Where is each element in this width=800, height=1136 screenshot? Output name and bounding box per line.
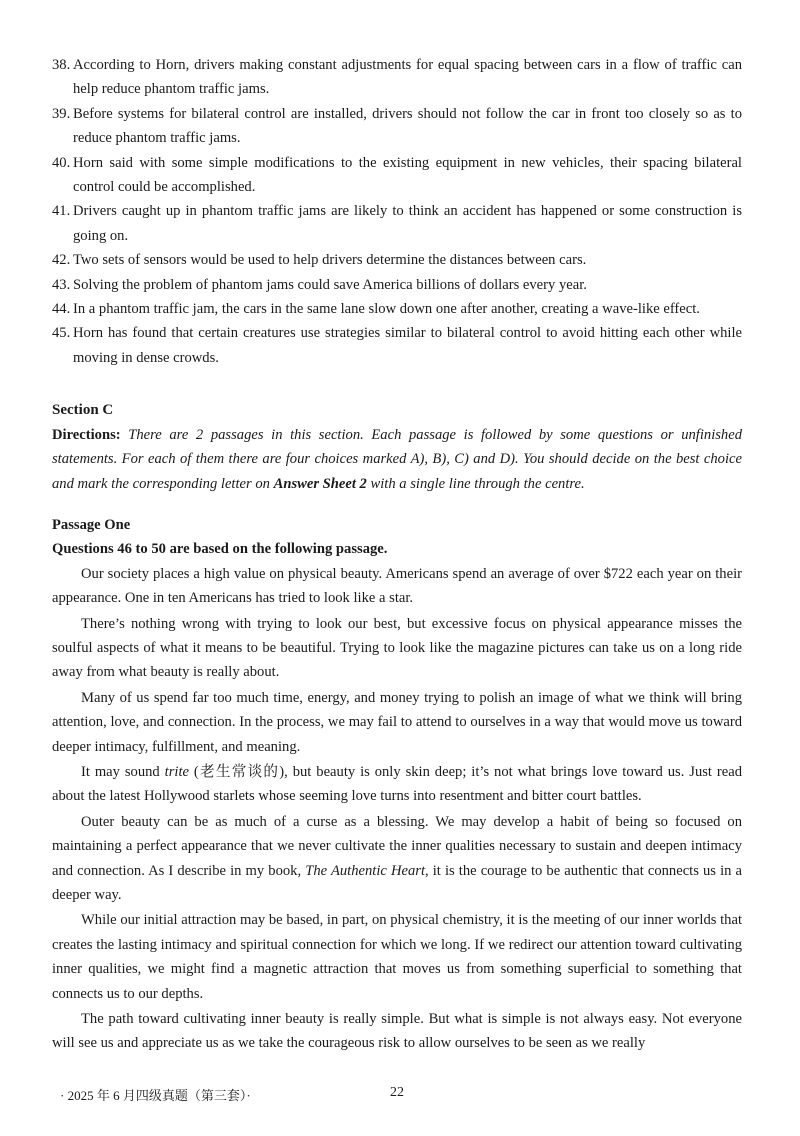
questions-heading: Questions 46 to 50 are based on the following passage. [52,541,388,558]
statement-number: 42. [52,252,71,269]
page-number: 22 [390,1085,404,1100]
statement-text: Two sets of sensors would be used to help drivers determine the distances between cars. [73,252,587,269]
statement-list [52,53,742,370]
book-title: The Authentic Heart [305,862,426,879]
directions-text: There are 2 passages in this section. Each passage is followed by some questions or unfinished statements. For each of them there are four choices marked A), B), C) and D). You should decide on the best choice and mark the corresponding letter on [52,426,742,492]
statement-number: 43. [52,276,71,293]
statement-text: Horn has found that certain creatures use strategies similar to bilateral control to avoid hitting each other while moving in dense crowds. [73,325,742,366]
passage-paragraph [52,760,742,809]
section-c [52,398,742,496]
paragraph-text: , it is the courage to be authentic that connects us in a deeper way. [52,862,742,903]
section-title: Section C [52,402,114,419]
vocab-gloss: (老生常谈的) [193,763,285,780]
passage-paragraph: Many of us spend far too much time, energy, and money trying to polish an image of what we think will bring attention, love, and connection. In the process, we may fail to attend to ourselves in a way that would move us toward deeper intimacy, fulfillment, and meaning. [52,689,742,755]
statement-item [52,102,742,151]
statement-text: Before systems for bilateral control are installed, drivers should not follow the car in front too closely so as to reduce phantom traffic jams. [73,105,742,147]
statement-item [52,199,742,248]
statement-number: 41. [52,203,71,220]
statement-text: Horn said with some simple modifications to the existing equipment in new vehicles, their spacing bilateral control could be accomplished. [73,154,742,196]
paragraph-text: Outer beauty can be as much of a curse as a blessing. We may develop a habit of being so focused on maintaining a perfect appearance that we never cultivate the inner qualities necessary to sustain and deepen intimacy and connection. As I describe in my book, [52,813,742,879]
statement-number: 38. [52,57,71,73]
statement-text: In a phantom traffic jam, the cars in the same lane slow down one after another, creating a wave-like effect. [73,301,700,318]
statement-number: 45. [52,325,71,342]
passage-paragraph: There’s nothing wrong with trying to look our best, but excessive focus on physical appearance misses the soulful aspects of what it means to be beautiful. Trying to look like the magazine pictures can take us on a long ride away from what beauty is really about. [52,615,742,681]
statement-item [52,248,742,272]
passage-paragraph: The path toward cultivating inner beauty is really simple. But what is simple is not always easy. Not everyone will see us and appreciate us as we take the courageous risk to allow ourselves to be seen as we really [52,1011,742,1052]
vocab-word: trite [164,763,189,780]
passage-title: Passage One [52,516,131,533]
directions-end: with a single line through the centre. [370,475,585,492]
passage-paragraph: While our initial attraction may be based, in part, on physical chemistry, it is the meeting of our inner worlds that creates the lasting intimacy and spiritual connection for which we long. If we redirect our attention toward cultivating inner qualities, we might find a magnetic attraction that moves us from something superficial to something that connects us to our depths. [52,912,742,1002]
passage-paragraph: Our society places a high value on physical beauty. Americans spend an average of over $722 each year on their appearance. One in ten Americans has tried to look like a star. [52,565,742,607]
passage-paragraph [52,810,742,908]
statement-item [52,53,742,102]
exam-page [52,53,742,1057]
statement-item [52,297,742,321]
paragraph-text: It may sound [81,763,160,780]
statement-number: 40. [52,154,71,171]
exam-label: · 2025 年 6 月四级真题（第三套）· [60,1088,251,1103]
paragraph-text: , but beauty is only skin deep; it’s not what brings love toward us. Just read about the latest Hollywood starlets whose seeming love turns into resentment and bitter court battles. [52,763,743,805]
statement-item [52,273,742,297]
answer-sheet-ref: Answer Sheet 2 [273,475,367,492]
statement-item [52,151,742,200]
directions [52,423,742,496]
statement-number: 39. [52,105,71,122]
statement-text: Drivers caught up in phantom traffic jams are likely to think an accident has happened or some construction is going on. [73,203,742,244]
directions-label: Directions: [52,426,121,443]
statement-text: According to Horn, drivers making constant adjustments for equal spacing between cars in a flow of traffic can help reduce phantom traffic jams. [73,57,742,98]
statement-text: Solving the problem of phantom jams could save America billions of dollars every year. [73,276,587,293]
statement-item [52,321,742,370]
statement-number: 44. [52,301,71,318]
